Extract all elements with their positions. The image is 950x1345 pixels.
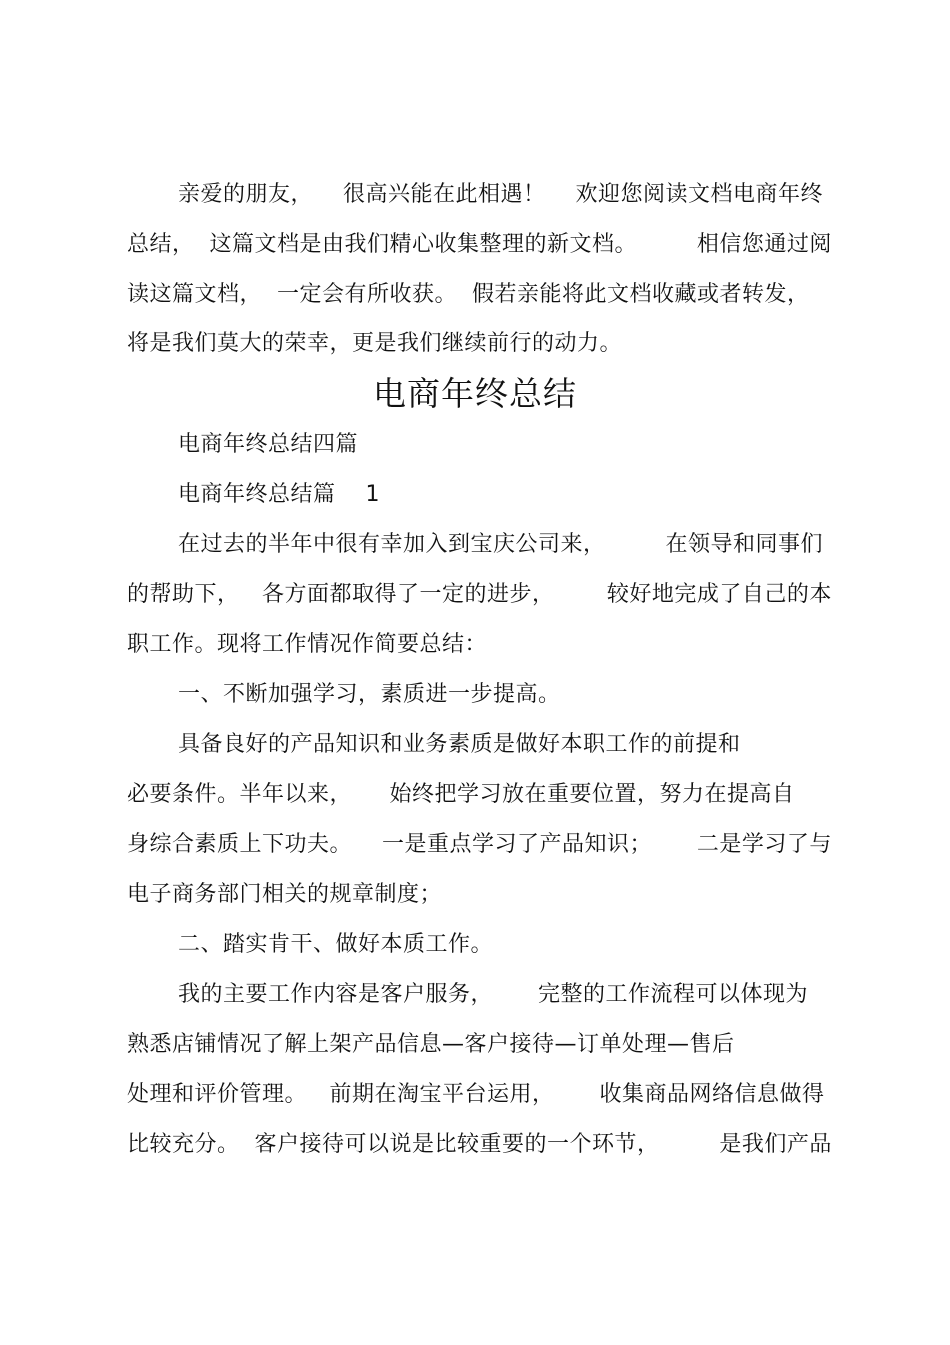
section-heading-part-1: 电商年终总结篇 1 — [178, 482, 380, 507]
heading-point-2: 二、踏实肯干、做好本质工作。 — [178, 932, 494, 957]
paragraph-line: 电子商务部门相关的规章制度； — [127, 882, 443, 907]
heading-point-1: 一、不断加强学习，素质进一步提高。 — [178, 682, 561, 707]
paragraph-line: 我的主要工作内容是客户服务， 完整的工作流程可以体现为 — [178, 982, 808, 1007]
paragraph-line: 比较充分。 客户接待可以说是比较重要的一个环节， 是我们产品 — [127, 1132, 832, 1157]
subtitle-four-parts: 电商年终总结四篇 — [178, 432, 359, 457]
paragraph-line: 熟悉店铺情况了解上架产品信息—客户接待—订单处理—售后 — [127, 1032, 735, 1057]
paragraph-line: 的帮助下， 各方面都取得了一定的进步， 较好地完成了自己的本 — [127, 582, 832, 607]
paragraph-line: 必要条件。半年以来， 始终把学习放在重要位置，努力在提高自 — [127, 782, 795, 807]
intro-line-4: 将是我们莫大的荣幸，更是我们继续前行的动力。 — [127, 331, 623, 356]
paragraph-line: 具备良好的产品知识和业务素质是做好本职工作的前提和 — [178, 732, 741, 757]
paragraph-line: 在过去的半年中很有幸加入到宝庆公司来， 在领导和同事们 — [178, 532, 823, 557]
intro-line-3: 读这篇文档， 一定会有所收获。 假若亲能将此文档收藏或者转发， — [127, 282, 810, 307]
intro-line-1: 亲爱的朋友， 很高兴能在此相遇！ 欢迎您阅读文档电商年终 — [178, 182, 823, 207]
paragraph-line: 职工作。现将工作情况作简要总结： — [127, 632, 488, 657]
intro-line-2: 总结， 这篇文档是由我们精心收集整理的新文档。 相信您通过阅 — [127, 232, 832, 257]
document-title: 电商年终总结 — [373, 374, 577, 413]
paragraph-line: 身综合素质上下功夫。 一是重点学习了产品知识； 二是学习了与 — [127, 832, 832, 857]
paragraph-line: 处理和评价管理。 前期在淘宝平台运用， 收集商品网络信息做得 — [127, 1082, 825, 1107]
